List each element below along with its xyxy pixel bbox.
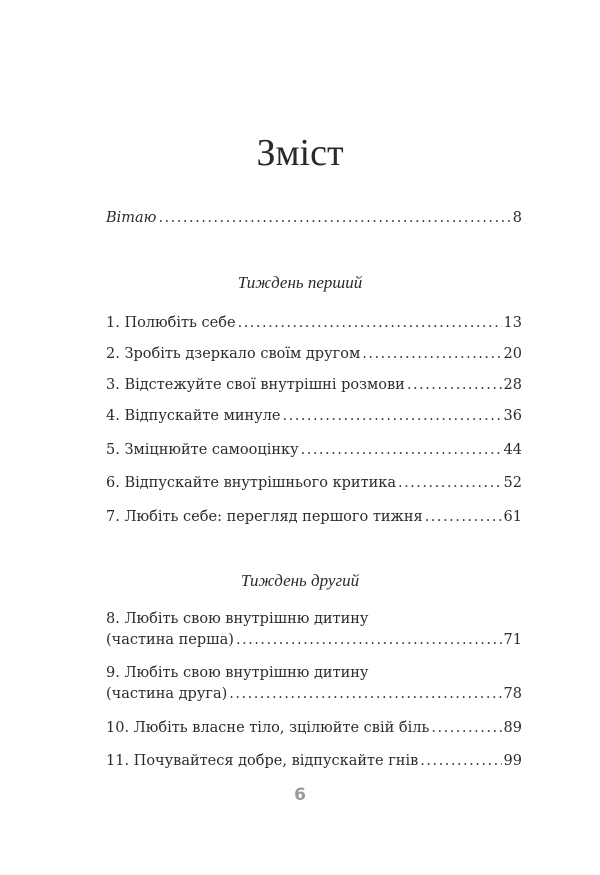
toc-entry-page: 13 <box>503 315 522 331</box>
toc-entry[interactable] <box>106 718 522 738</box>
dot-leader <box>283 406 502 426</box>
toc-entry-label: 4. Відпускайте минуле <box>106 408 281 424</box>
section-heading-week2: Тиждень другий <box>240 571 360 590</box>
toc-entry-label: 11. Почувайтеся добре, відпускайте гнів <box>106 753 419 769</box>
toc-entry-label: (частина перша) <box>106 632 234 648</box>
dot-leader <box>398 473 502 493</box>
toc-entry-label: 6. Відпускайте внутрішнього критика <box>106 475 396 491</box>
dot-leader <box>229 684 501 704</box>
toc-entry-page: 36 <box>503 408 522 424</box>
toc-entry-label: 2. Зробіть дзеркало своїм другом <box>106 346 361 362</box>
toc-entry-first-line: 9. Любіть свою внутрішню дитину <box>106 665 369 681</box>
dot-leader <box>158 208 510 228</box>
toc-entry-label: Вітаю <box>106 210 157 226</box>
dot-leader <box>362 344 501 364</box>
toc-entry[interactable] <box>106 440 522 460</box>
toc-entry[interactable] <box>106 375 522 395</box>
toc-entry-page: 8 <box>512 210 522 226</box>
toc-entry-intro[interactable] <box>106 208 522 228</box>
toc-entry-page: 78 <box>503 686 522 702</box>
dot-leader <box>431 718 501 738</box>
dot-leader <box>425 507 502 527</box>
toc-entry[interactable] <box>106 684 522 704</box>
toc-entry-page: 28 <box>503 377 522 393</box>
toc-entry-page: 61 <box>503 509 522 525</box>
toc-entry-page: 20 <box>503 346 522 362</box>
dot-leader <box>238 313 502 333</box>
toc-entry-label: 3. Відстежуйте свої внутрішні розмови <box>106 377 405 393</box>
dot-leader <box>301 440 502 460</box>
toc-entry-page: 89 <box>503 720 522 736</box>
toc-entry-first-line: 8. Любіть свою внутрішню дитину <box>106 611 369 627</box>
toc-entry[interactable] <box>106 344 522 364</box>
page-number: 6 <box>294 785 306 805</box>
page-title: Зміст <box>256 132 344 174</box>
toc-entry-page: 52 <box>503 475 522 491</box>
toc-entry-label: 10. Любіть власне тіло, зцілюйте свій біль <box>106 720 430 736</box>
dot-leader <box>236 630 502 650</box>
toc-entry-page: 71 <box>503 632 522 648</box>
toc-entry-label: 7. Любіть себе: перегляд першого тижня <box>106 509 423 525</box>
toc-entry-page: 99 <box>503 753 522 769</box>
toc-entry[interactable] <box>106 507 522 527</box>
toc-entry[interactable] <box>106 630 522 650</box>
toc-entry-page: 44 <box>503 442 522 458</box>
toc-entry-label: 5. Зміцнюйте самооцінку <box>106 442 299 458</box>
toc-entry-label: (частина друга) <box>106 686 228 702</box>
toc-entry[interactable] <box>106 406 522 426</box>
toc-entry[interactable] <box>106 751 522 771</box>
dot-leader <box>420 751 501 771</box>
toc-entry-label: 1. Полюбіть себе <box>106 315 236 331</box>
section-heading-week1: Тиждень перший <box>237 273 363 292</box>
dot-leader <box>407 375 502 395</box>
toc-entry[interactable] <box>106 473 522 493</box>
toc-entry[interactable] <box>106 313 522 333</box>
